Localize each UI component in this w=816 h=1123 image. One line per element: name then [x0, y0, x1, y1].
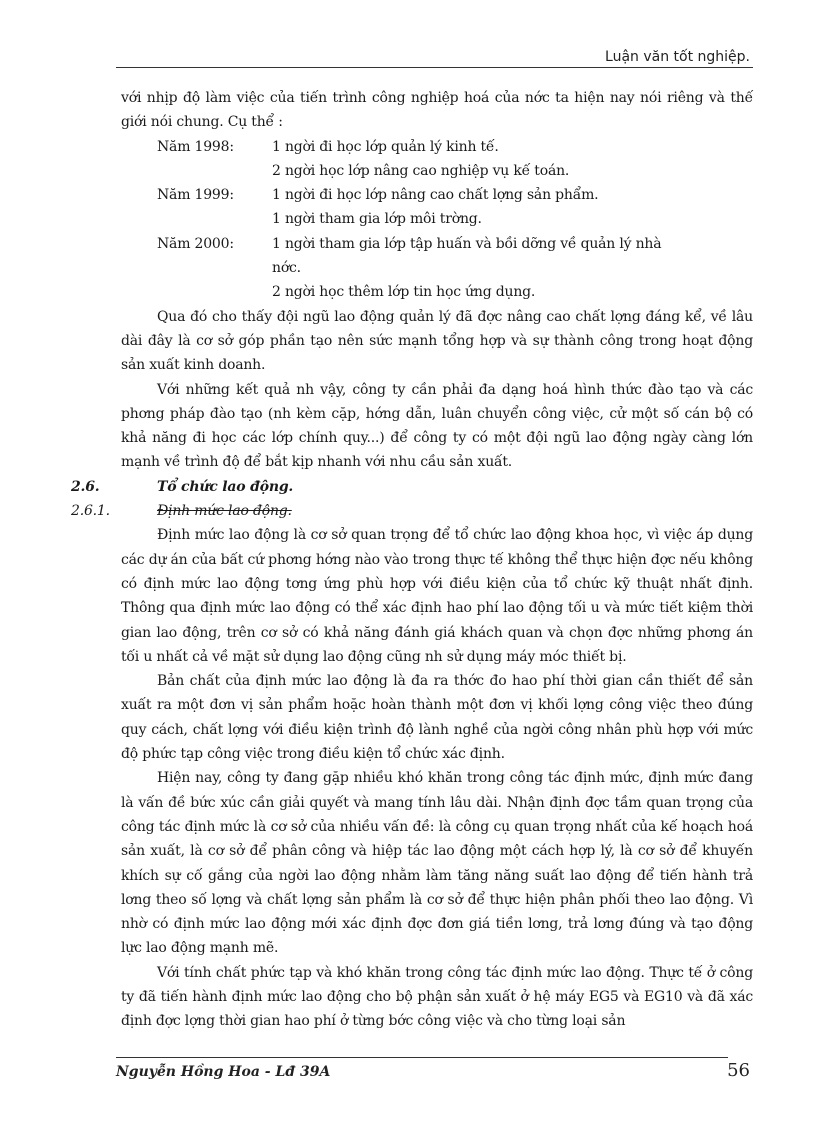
paragraph: Định mức lao động là cơ sở quan trọng để tổ chức lao động khoa học, vì việc áp dụng các dự án của bất cứ phơng hớng nào vào trong thực tế không thể thực hiện đợc nếu không có định mức lao động tơng ứng phù hợp với điều kiện của tổ chức kỹ thuật nhất định. Thông qua định mức lao động có thể xác định hao phí lao động tối u và mức tiết kiệm thời gian lao động, trên cơ sở có khả năng đánh giá khách quan và chọn đợc những phơng án tối u nhất cả về mặt sử dụng lao động cũng nh sử dụng máy móc thiết bị. [121, 527, 753, 665]
paragraph: Với những kết quả nh vậy, công ty cần phải đa dạng hoá hình thức đào tạo và các phơng pháp đào tạo (nh kèm cặp, hớng dẫn, luân chuyển công việc, cử một số cán bộ có khả năng đi học các lớp chính quy...) để công ty có một đội ngũ lao động ngày càng lớn mạnh về trình độ để bắt kịp nhanh với nhu cầu sản xuất. [121, 381, 753, 471]
footer-author: Nguyễn Hồng Hoa - Lđ 39A [116, 1064, 331, 1080]
subsection-title: Định mức lao động. [157, 503, 292, 520]
header-divider [116, 67, 753, 68]
footer-divider [116, 1057, 728, 1058]
section-title: Tổ chức lao động. [157, 478, 294, 495]
paragraph: Bản chất của định mức lao động là đa ra thớc đo hao phí thời gian cần thiết để sản xuất ra một đơn vị sản phẩm hoặc hoàn thành một đơn vị khối lợng công việc theo đúng quy cách, chất lợng với điều kiện trình độ lành nghề của ngời công nhân phù hợp với mức độ phức tạp công việc trong điều kiện tổ chức xác định. [121, 673, 753, 763]
training-line: 1 ngời tham gia lớp tập huấn và bồi dỡng về quản lý nhà nớc. [272, 235, 662, 277]
header-title: Luận văn tốt nghiệp. [605, 49, 750, 65]
intro-paragraph: với nhịp độ làm việc của tiến trình công nghiệp hoá của nớc ta hiện nay nói riêng và thế giới nói chung. Cụ thể : [121, 90, 753, 131]
training-year: Năm 2000: [157, 235, 234, 252]
subsection-number: 2.6.1. [71, 503, 110, 520]
training-year: Năm 1999: [157, 187, 234, 204]
training-line: 1 ngời tham gia lớp môi trờng. [272, 211, 482, 228]
subsection-heading [71, 499, 753, 523]
training-line: 1 ngời đi học lớp nâng cao chất lợng sản phẩm. [272, 187, 599, 204]
training-list [157, 135, 753, 305]
training-line: 2 ngời học lớp nâng cao nghiệp vụ kế toán. [272, 162, 570, 179]
section-number: 2.6. [71, 478, 100, 495]
page-number: 56 [727, 1060, 750, 1081]
training-year: Năm 1998: [157, 138, 234, 155]
paragraph: Với tính chất phức tạp và khó khăn trong công tác định mức lao động. Thực tế ở công ty đã tiến hành định mức lao động cho bộ phận sản xuất ở hệ máy EG5 và EG10 và đã xác định đợc lợng thời gian hao phí ở từng bớc công việc và cho từng loại sản [121, 964, 753, 1030]
training-line: 1 ngời đi học lớp quản lý kinh tế. [272, 138, 499, 155]
paragraph: Qua đó cho thấy đội ngũ lao động quản lý đã đợc nâng cao chất lợng đáng kể, về lâu dài đây là cơ sở góp phần tạo nên sức mạnh tổng hợp và sự thành công trong hoạt động sản xuất kinh doanh. [121, 308, 753, 374]
document-body [71, 86, 753, 1034]
section-heading [71, 475, 753, 499]
paragraph: Hiện nay, công ty đang gặp nhiều khó khăn trong công tác định mức, định mức đang là vấn đề bức xúc cần giải quyết và mang tính lâu dài. Nhận định đợc tầm quan trọng của công tác định mức là cơ sở của nhiều vấn đề: là công cụ quan trọng nhất của kế hoạch hoá sản xuất, là cơ sở để phân công và hiệp tác lao động một cách hợp lý, là cơ sở để khuyến khích sự cố gắng của ngời lao động nhằm làm tăng năng suất lao động để tiến hành trả lơng theo số lợng và chất lợng sản phẩm là cơ sở để thực hiện phân phối theo lao động. Vì nhờ có định mức lao động mới xác định đợc đơn giá tiền lơng, trả lơng đúng và tạo động lực lao động mạnh mẽ. [121, 770, 753, 957]
training-line: 2 ngời học thêm lớp tin học ứng dụng. [272, 284, 536, 301]
